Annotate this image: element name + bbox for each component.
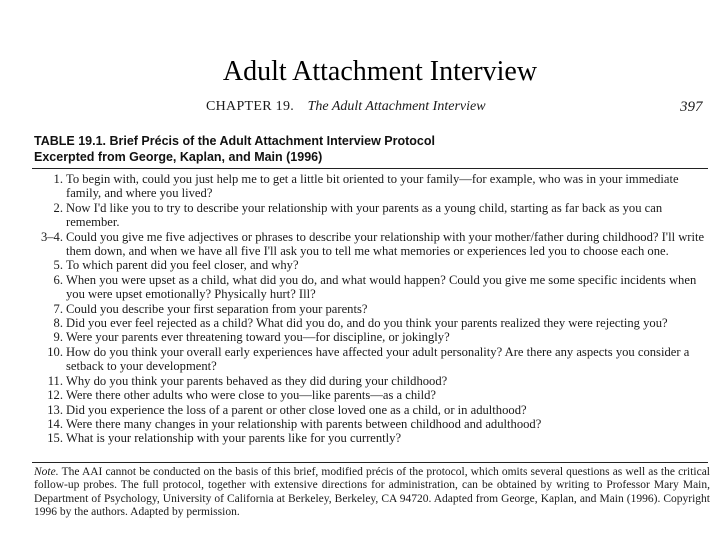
- slide-title: Adult Attachment Interview: [222, 56, 538, 87]
- question-number: 9.: [53, 330, 63, 345]
- question-text: Could you give me five adjectives or phrases to describe your relationship with your mother/father during childhood? I'll write them down, and when we have all five I'll ask you to tell me what memories or experiences led you to choose each one.: [66, 229, 705, 259]
- question-text: Were there other adults who were close to you—like parents—as a child?: [66, 388, 437, 403]
- question-number: 12.: [47, 388, 63, 403]
- question-text: Were your parents ever threatening toward you—for discipline, or jokingly?: [66, 330, 450, 345]
- question-number: 8.: [53, 316, 63, 331]
- question-text: To begin with, could you just help me to get a little bit oriented to your family—for example, who was in your immediate family, and where you lived?: [66, 172, 679, 201]
- question-item: [30, 417, 708, 431]
- question-number: 1.: [53, 172, 63, 186]
- running-header: [206, 99, 486, 115]
- question-item: [30, 403, 708, 417]
- question-item: [30, 431, 708, 445]
- question-text: Why do you think your parents behaved as they did during your childhood?: [66, 373, 448, 388]
- question-number: 11.: [47, 373, 63, 388]
- question-text: How do you think your overall early experiences have affected your adult personality? Are there any aspects you consider a setback to your development?: [66, 344, 690, 374]
- question-number: 13.: [47, 402, 63, 417]
- note-text: The AAI cannot be conducted on the basis of this brief, modified précis of the protocol, which omits several questions as well as the critical follow-up probes. The full protocol, together with extensive directions for administration, can be obtained by writing to Professor Mary Main, Department of Psychology, University of California at Berkeley, Berkeley, CA 94720. Adapted from George, Kaplan, and Main (1996). Copyright 1996 by the authors. Adapted by permission.: [34, 466, 710, 518]
- table-title-line-2: Excerpted from George, Kaplan, and Main (1996): [34, 150, 323, 164]
- question-number: 7.: [53, 301, 63, 316]
- question-item: [30, 172, 708, 201]
- chapter-label: CHAPTER 19.: [206, 99, 295, 114]
- question-item: [30, 316, 708, 330]
- question-text: What is your relationship with your parents like for you currently?: [66, 431, 402, 446]
- table-note: [34, 466, 710, 519]
- question-item: [30, 345, 708, 374]
- question-text: Now I'd like you to try to describe your relationship with your parents as a young child, starting as far back as you can remember.: [66, 200, 663, 230]
- scanned-page: [30, 96, 710, 526]
- question-number: 10.: [47, 344, 63, 359]
- question-item: [30, 230, 708, 259]
- question-number: 14.: [47, 416, 63, 431]
- question-number: 3–4.: [40, 229, 63, 244]
- question-text: Were there many changes in your relationship with parents between childhood and adulthood?: [66, 416, 542, 431]
- question-list: [30, 172, 708, 446]
- question-number: 5.: [53, 258, 63, 273]
- question-text: To which parent did you feel closer, and why?: [66, 258, 299, 273]
- question-item: [30, 330, 708, 344]
- question-text: Did you ever feel rejected as a child? What did you do, and do you think your parents realized they were rejecting you?: [66, 316, 668, 331]
- question-item: [30, 201, 708, 230]
- table-bottom-rule: [32, 462, 708, 463]
- note-label: Note.: [34, 466, 59, 478]
- question-item: [30, 258, 708, 272]
- question-text: Could you describe your first separation from your parents?: [66, 301, 368, 316]
- table-top-rule: [32, 168, 708, 169]
- question-text: Did you experience the loss of a parent or other close loved one as a child, or in adulthood?: [66, 402, 527, 417]
- chapter-title: The Adult Attachment Interview: [307, 99, 486, 114]
- question-item: [30, 302, 708, 316]
- question-item: [30, 374, 708, 388]
- page-number: 397: [680, 99, 703, 115]
- question-number: 6.: [53, 272, 63, 287]
- question-text: When you were upset as a child, what did you do, and what would happen? Could you give me some specific incidents when you were upset emotionally? Physically hurt? Ill?: [66, 272, 697, 302]
- table-title: [34, 133, 674, 165]
- question-number: 15.: [47, 431, 63, 446]
- question-item: [30, 388, 708, 402]
- question-item: [30, 273, 708, 302]
- table-title-line-1: TABLE 19.1. Brief Précis of the Adult Attachment Interview Protocol: [34, 134, 435, 148]
- question-number: 2.: [53, 200, 63, 215]
